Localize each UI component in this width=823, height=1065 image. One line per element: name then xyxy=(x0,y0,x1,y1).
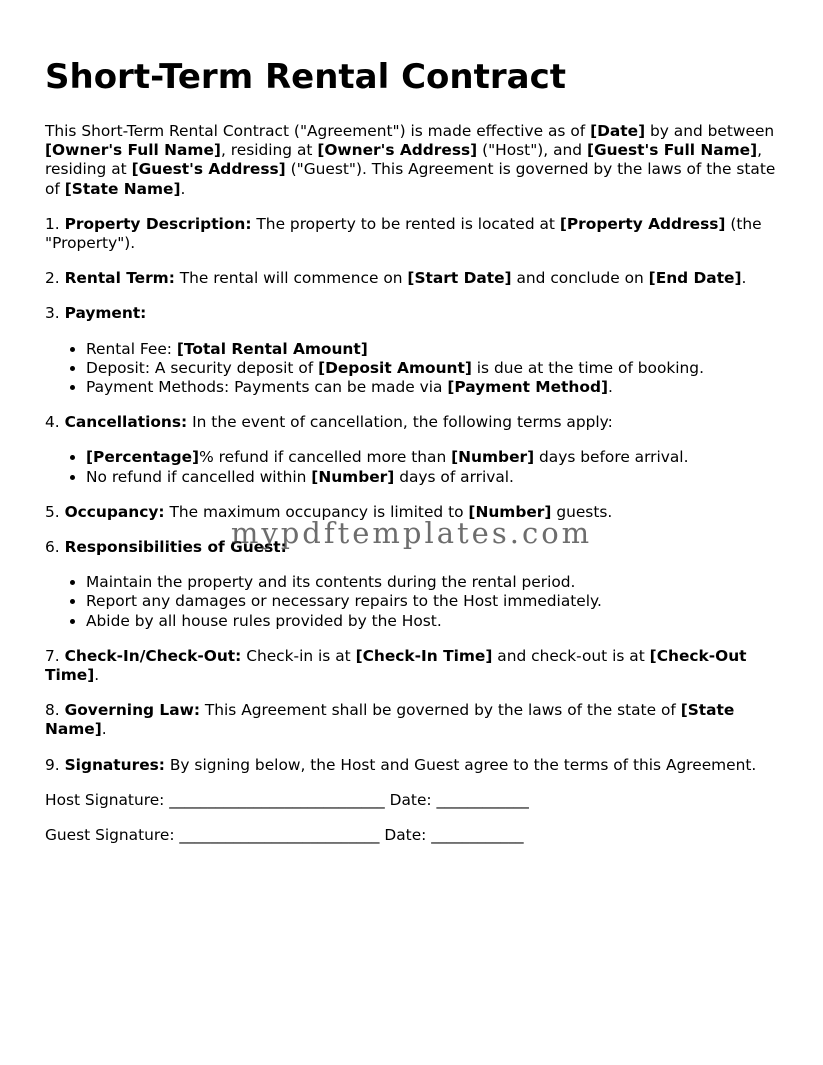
section-number: 3. xyxy=(45,304,65,323)
list-item xyxy=(86,378,785,397)
section-heading: Responsibilities of Guest: xyxy=(64,538,287,557)
section-text: and check-out is at xyxy=(492,646,650,665)
section-number: 4. xyxy=(45,413,65,432)
state-name-placeholder: [State Name] xyxy=(64,179,181,198)
owner-address-placeholder: [Owner's Address] xyxy=(317,141,478,160)
section-heading: Occupancy: xyxy=(64,502,165,521)
list-item xyxy=(86,468,785,487)
total-rental-amount-placeholder: [Total Rental Amount] xyxy=(176,339,368,358)
number-placeholder: [Number] xyxy=(451,448,535,467)
section-text: . xyxy=(101,720,107,739)
list-item xyxy=(86,448,785,467)
section-text: Check-in is at xyxy=(241,646,356,665)
section-text: guests. xyxy=(551,502,613,521)
list-item: • Maintain the property and its contents during the rental period. xyxy=(86,573,785,592)
section-number: 7. xyxy=(45,646,65,665)
list-item xyxy=(86,359,785,378)
section-number: 6. xyxy=(45,538,65,557)
guest-signature-line: Guest Signature: __________________________ Date: ____________ xyxy=(45,826,524,845)
section-heading: Payment: xyxy=(64,304,147,323)
list-item-text: is due at the time of booking. xyxy=(471,358,704,377)
cancellation-list xyxy=(45,448,785,486)
owner-name-placeholder: [Owner's Full Name] xyxy=(45,141,221,160)
deposit-amount-placeholder: [Deposit Amount] xyxy=(318,358,472,377)
list-item-text: Deposit: A security deposit of xyxy=(86,358,319,377)
section-text: . xyxy=(741,269,747,288)
guest-address-placeholder: [Guest's Address] xyxy=(131,160,286,179)
property-address-placeholder: [Property Address] xyxy=(559,214,726,233)
section-heading: Signatures: xyxy=(64,755,165,774)
list-item-text: days before arrival. xyxy=(534,448,689,467)
section-text: and conclude on xyxy=(511,269,649,288)
section-heading: Cancellations: xyxy=(64,413,188,432)
number-placeholder: [Number] xyxy=(311,467,395,486)
section-number: 8. xyxy=(45,701,65,720)
intro-text: This Short-Term Rental Contract ("Agreement") is made effective as of xyxy=(45,122,591,140)
list-item: • Abide by all house rules provided by the Host. xyxy=(86,612,785,631)
section-heading: Rental Term: xyxy=(64,269,175,288)
list-item-text: % refund if cancelled more than xyxy=(199,448,452,467)
document-title: Short-Term Rental Contract xyxy=(45,57,566,97)
section-number: 5. xyxy=(45,502,65,521)
section-heading: Check-In/Check-Out: xyxy=(64,646,242,665)
payment-method-placeholder: [Payment Method] xyxy=(447,378,608,397)
section-rental-term xyxy=(45,269,785,288)
check-out-time-placeholder: [Check-Out Time] xyxy=(45,646,747,685)
list-item-text: Payment Methods: Payments can be made via xyxy=(86,378,448,397)
section-number: 1. xyxy=(45,214,65,233)
payment-list xyxy=(45,340,785,398)
intro-text: ("Host"), and xyxy=(477,141,587,160)
section-heading: Governing Law: xyxy=(64,701,200,720)
section-heading: Property Description: xyxy=(64,214,252,233)
section-number: 9. xyxy=(45,755,65,774)
list-item-text: No refund if cancelled within xyxy=(86,467,312,486)
section-text: The maximum occupancy is limited to xyxy=(164,502,469,521)
intro-paragraph xyxy=(45,122,785,199)
number-placeholder: [Number] xyxy=(468,502,552,521)
watermark: mypdftemplates.com xyxy=(230,516,593,550)
section-number: 2. xyxy=(45,269,65,288)
percentage-placeholder: [Percentage] xyxy=(86,448,200,467)
list-item xyxy=(86,340,785,359)
responsibilities-list xyxy=(45,573,785,631)
list-item-text: . xyxy=(608,378,613,397)
list-item-text: days of arrival. xyxy=(394,467,514,486)
section-occupancy xyxy=(45,503,785,522)
section-governing-law xyxy=(45,701,785,739)
section-text: By signing below, the Host and Guest agree to the terms of this Agreement. xyxy=(164,755,757,774)
document-page xyxy=(45,56,785,861)
start-date-placeholder: [Start Date] xyxy=(407,269,512,288)
list-item: • Report any damages or necessary repairs to the Host immediately. xyxy=(86,592,785,611)
date-placeholder: [Date] xyxy=(590,122,646,140)
section-property-description xyxy=(45,215,785,253)
intro-text: , residing at xyxy=(45,141,763,179)
check-in-time-placeholder: [Check-In Time] xyxy=(355,646,493,665)
section-signatures xyxy=(45,756,785,775)
list-item-text: Rental Fee: xyxy=(86,339,177,358)
section-text: This Agreement shall be governed by the laws of the state of xyxy=(199,701,681,720)
section-text: The property to be rented is located at xyxy=(251,214,560,233)
intro-text: by and between xyxy=(645,122,775,140)
section-text: In the event of cancellation, the following terms apply: xyxy=(187,413,613,432)
end-date-placeholder: [End Date] xyxy=(648,269,742,288)
section-check-in-out xyxy=(45,647,785,685)
intro-text: . xyxy=(180,179,186,198)
section-payment xyxy=(45,304,785,323)
section-responsibilities xyxy=(45,538,785,557)
intro-text: ("Guest"). This Agreement is governed by the laws of the state of xyxy=(45,160,776,198)
state-name-placeholder: [State Name] xyxy=(45,701,735,739)
guest-name-placeholder: [Guest's Full Name] xyxy=(586,141,758,160)
host-signature-line: Host Signature: ____________________________ Date: ____________ xyxy=(45,790,529,809)
section-text: The rental will commence on xyxy=(174,269,408,288)
section-text: (the "Property"). xyxy=(45,214,762,253)
section-cancellations xyxy=(45,413,785,432)
intro-text: , residing at xyxy=(220,141,318,160)
section-text: . xyxy=(94,666,100,685)
